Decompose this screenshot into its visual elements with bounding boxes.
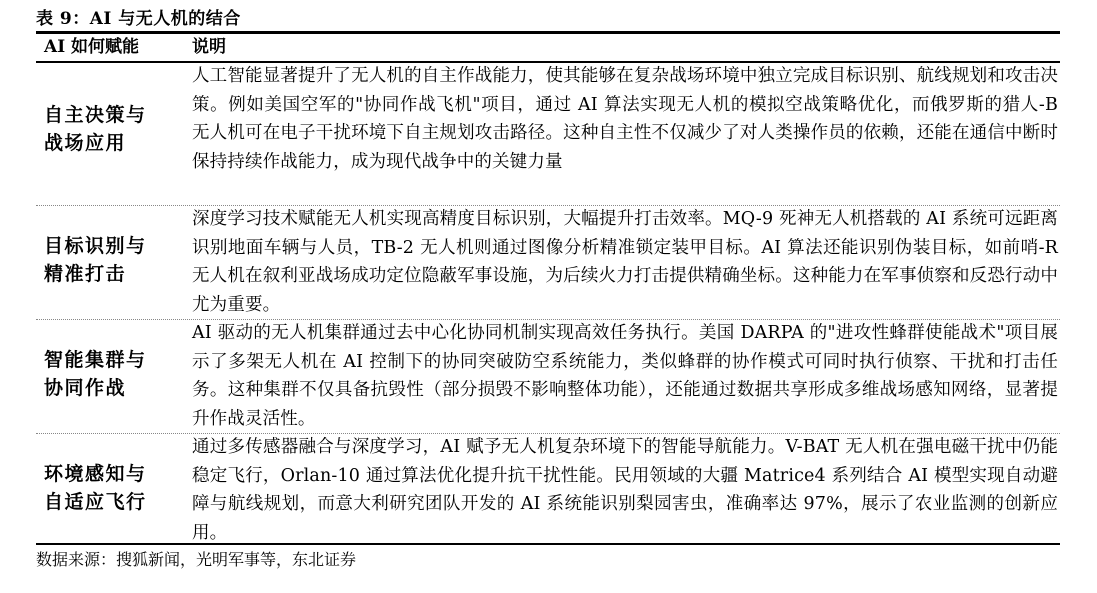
table-caption: 表 9：AI 与无人机的结合 (36, 9, 241, 29)
row-label-target-recognition: 目标识别与 精准打击 (44, 235, 147, 285)
row-text-environment-perception: 通过多传感器融合与深度学习，AI 赋予无人机复杂环境下的智能导航能力。V-BAT 无人机在强电磁干扰中仍能稳定飞行，Orlan-10 通过算法优化提升抗干扰性能。民用领域的大疆 Matrice4 系列结合 AI 模型实现自动避障与航线规划，而意大利研究团队开发的 AI 系统能识别梨园害虫，准确率达 97%，展示了农业监测的创新应用。 (192, 437, 1058, 543)
header-ai-enablement: AI 如何赋能 (44, 37, 140, 57)
row-label-autonomous-decision: 自主决策与 战场应用 (44, 104, 147, 154)
row-label-swarm-cooperation: 智能集群与 协同作战 (44, 349, 147, 399)
table-bottom-rule (36, 543, 1060, 545)
data-source-note: 数据来源：搜狐新闻，光明军事等，东北证券 (36, 550, 357, 569)
table-top-rule (36, 31, 1060, 34)
row-text-swarm-cooperation: AI 驱动的无人机集群通过去中心化协同机制实现高效任务执行。美国 DARPA 的"进攻性蜂群使能战术"项目展示了多架无人机在 AI 控制下的协同突破防空系统能力，类似蜂群的协作模式可同时执行侦察、干扰和打击任务。这种集群不仅具备抗毁性（部分损毁不影响整体功能），还能通过数据共享形成多维战场感知网络，显著提升作战灵活性。 (192, 323, 1058, 429)
row-label-environment-perception: 环境感知与 自适应飞行 (44, 463, 147, 513)
row-text-target-recognition: 深度学习技术赋能无人机实现高精度目标识别，大幅提升打击效率。MQ-9 死神无人机搭载的 AI 系统可远距离识别地面车辆与人员，TB-2 无人机则通过图像分析精准锁定装甲目标。AI 算法还能识别伪装目标，如前哨-R 无人机在叙利亚战场成功定位隐蔽军事设施，为后续火力打击提供精确坐标。这种能力在军事侦察和反恐行动中尤为重要。 (192, 209, 1058, 315)
header-description: 说明 (192, 37, 226, 57)
row-text-autonomous-decision: 人工智能显著提升了无人机的自主作战能力，使其能够在复杂战场环境中独立完成目标识别、航线规划和攻击决策。例如美国空军的"协同作战飞机"项目，通过 AI 算法实现无人机的模拟空战策略优化，而俄罗斯的猎人-B 无人机可在电子干扰环境下自主规划攻击路径。这种自主性不仅减少了对人类操作员的依赖，还能在通信中断时保持持续作战能力，成为现代战争中的关键力量 (192, 66, 1058, 172)
